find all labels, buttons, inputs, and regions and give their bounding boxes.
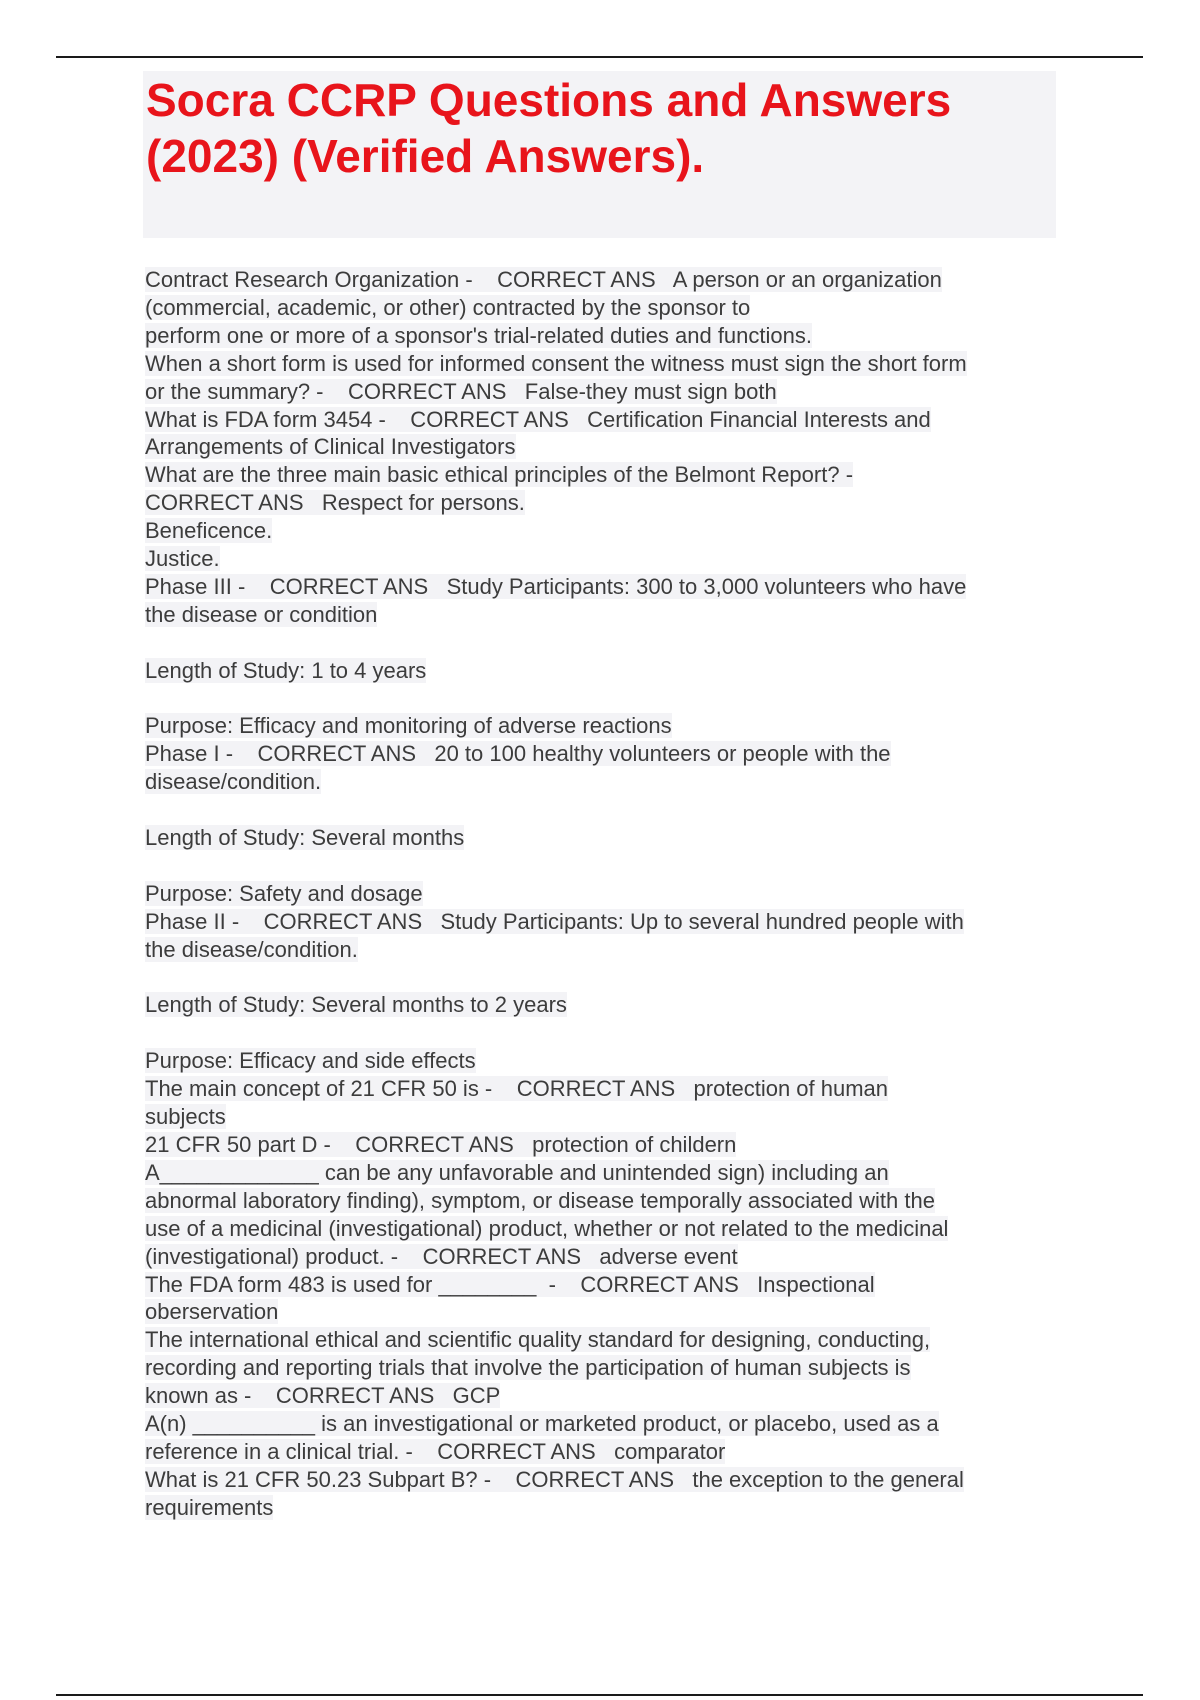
qa-line-text: the disease/condition. (145, 936, 358, 962)
qa-item (145, 350, 1065, 406)
qa-line (145, 1215, 1065, 1243)
qa-line-text: The FDA form 483 is used for ________ - CORRECT ANS Inspectional (145, 1271, 875, 1297)
qa-line (145, 601, 1065, 629)
title-line-1: Socra CCRP Questions and Answers (146, 74, 952, 126)
qa-line-text: Arrangements of Clinical Investigators (145, 434, 516, 460)
qa-line-text: Phase II - CORRECT ANS Study Participants: Up to several hundred people with (145, 908, 964, 934)
qa-content (145, 266, 1065, 1522)
bottom-rule (56, 1694, 1143, 1696)
qa-line (145, 1103, 1065, 1131)
qa-line-text: known as - CORRECT ANS GCP (145, 1383, 501, 1409)
qa-line (145, 1298, 1065, 1326)
qa-line-text: subjects (145, 1104, 226, 1130)
qa-line-text: or the summary? - CORRECT ANS False-they must sign both (145, 378, 777, 404)
qa-line (145, 1047, 1065, 1075)
qa-line (145, 740, 1065, 768)
blank-line (145, 1019, 1065, 1047)
qa-line (145, 433, 1065, 461)
document-title (146, 72, 1046, 184)
qa-line (145, 712, 1065, 740)
qa-line (145, 406, 1065, 434)
qa-item (145, 1131, 1065, 1159)
qa-line-text: recording and reporting trials that involve the participation of human subjects is (145, 1355, 911, 1381)
qa-line-text: Contract Research Organization - CORRECT ANS A person or an organization (145, 267, 942, 292)
qa-item (145, 406, 1065, 462)
qa-line (145, 1382, 1065, 1410)
qa-item (145, 573, 1065, 740)
qa-line-text: (commercial, academic, or other) contracted by the sponsor to (145, 294, 751, 320)
qa-line (145, 880, 1065, 908)
qa-line-text: What are the three main basic ethical principles of the Belmont Report? - (145, 462, 854, 488)
qa-line (145, 1466, 1065, 1494)
qa-item (145, 1159, 1065, 1271)
qa-line-text: CORRECT ANS Respect for persons. (145, 490, 525, 516)
qa-line-text: 21 CFR 50 part D - CORRECT ANS protection of childern (145, 1132, 737, 1157)
qa-line-text: reference in a clinical trial. - CORRECT ANS comparator (145, 1438, 726, 1464)
qa-line-text: use of a medicinal (investigational) product, whether or not related to the medicinal (145, 1215, 949, 1241)
qa-item (145, 266, 1065, 350)
qa-line-text: Phase III - CORRECT ANS Study Participants: 300 to 3,000 volunteers who have (145, 573, 967, 599)
qa-line (145, 657, 1065, 685)
qa-item (145, 1410, 1065, 1466)
qa-line-text: (investigational) product. - CORRECT ANS adverse event (145, 1243, 738, 1269)
qa-line (145, 489, 1065, 517)
qa-line (145, 1354, 1065, 1382)
qa-line (145, 936, 1065, 964)
qa-line-text: The international ethical and scientific quality standard for designing, conducting, (145, 1327, 931, 1353)
qa-line-text: disease/condition. (145, 769, 322, 795)
qa-line (145, 1243, 1065, 1271)
qa-line (145, 991, 1065, 1019)
qa-line (145, 378, 1065, 406)
qa-line-text: What is 21 CFR 50.23 Subpart B? - CORRECT ANS the exception to the general (145, 1466, 964, 1492)
qa-item (145, 1271, 1065, 1327)
blank-line (145, 629, 1065, 657)
qa-line-text: Purpose: Efficacy and side effects (145, 1048, 476, 1074)
qa-line-text: Purpose: Safety and dosage (145, 880, 423, 906)
blank-line (145, 852, 1065, 880)
qa-line (145, 1326, 1065, 1354)
qa-item (145, 461, 1065, 573)
qa-line-text: Purpose: Efficacy and monitoring of adverse reactions (145, 713, 672, 739)
qa-line (145, 517, 1065, 545)
qa-line-text: requirements (145, 1494, 274, 1520)
qa-line-text: Length of Study: Several months (145, 825, 465, 851)
qa-line (145, 908, 1065, 936)
qa-line-text: When a short form is used for informed consent the witness must sign the short form (145, 350, 967, 376)
qa-item (145, 1466, 1065, 1522)
qa-line (145, 1410, 1065, 1438)
qa-item (145, 908, 1065, 1075)
qa-line (145, 294, 1065, 322)
qa-line-text: the disease or condition (145, 601, 378, 627)
qa-line (145, 1075, 1065, 1103)
qa-line (145, 768, 1065, 796)
qa-line-text: Length of Study: 1 to 4 years (145, 657, 427, 683)
qa-line-text: perform one or more of a sponsor's trial-related duties and functions. (145, 322, 812, 348)
qa-line-text: Phase I - CORRECT ANS 20 to 100 healthy volunteers or people with the (145, 741, 891, 767)
qa-line-text: oberservation (145, 1299, 279, 1325)
qa-line-text: What is FDA form 3454 - CORRECT ANS Certification Financial Interests and (145, 406, 931, 432)
top-rule (56, 56, 1143, 58)
qa-line-text: Beneficence. (145, 518, 273, 544)
qa-item (145, 1075, 1065, 1131)
qa-line (145, 350, 1065, 378)
qa-line-text: A(n) __________ is an investigational or marketed product, or placebo, used as a (145, 1411, 939, 1437)
blank-line (145, 964, 1065, 992)
qa-line-text: Length of Study: Several months to 2 years (145, 992, 567, 1018)
blank-line (145, 685, 1065, 713)
qa-line-text: A_____________ can be any unfavorable and unintended sign) including an (145, 1159, 889, 1185)
title-line-2: (2023) (Verified Answers). (146, 130, 705, 182)
qa-line-text: The main concept of 21 CFR 50 is - CORRECT ANS protection of human (145, 1076, 889, 1102)
qa-item (145, 1326, 1065, 1410)
qa-line (145, 1187, 1065, 1215)
qa-line (145, 573, 1065, 601)
qa-item (145, 740, 1065, 907)
qa-line-text: abnormal laboratory finding), symptom, or disease temporally associated with the (145, 1187, 935, 1213)
qa-line (145, 1494, 1065, 1522)
qa-line (145, 1131, 1065, 1159)
qa-line (145, 1159, 1065, 1187)
qa-line-text: Justice. (145, 546, 220, 572)
qa-line (145, 545, 1065, 573)
blank-line (145, 796, 1065, 824)
qa-line (145, 1438, 1065, 1466)
qa-line (145, 322, 1065, 350)
qa-line (145, 1271, 1065, 1299)
qa-line (145, 461, 1065, 489)
qa-line (145, 824, 1065, 852)
qa-line (145, 266, 1065, 294)
